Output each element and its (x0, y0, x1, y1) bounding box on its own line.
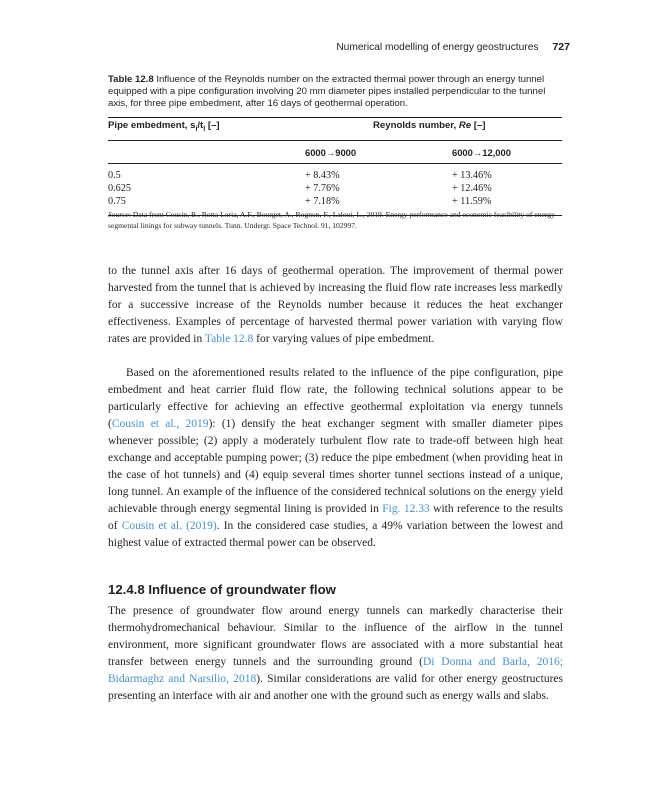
table-header-row (108, 118, 562, 141)
running-head-title: Numerical modelling of energy geostructures (336, 42, 539, 53)
paragraph-3: The presence of groundwater flow around energy tunnels can markedly characterise their thermohydromechanical behaviour. Similar to the influence of the airflow in the tunnel environment, more significant groundwater flows are associated with a more substantial heat transfer between energy tunnels and the surrounding ground (Di Donna and Barla, 2016; Bidarmaghz and Narsilio, 2018). Similar considerations are valid for other energy geostructures presenting an interface with air and another one with the ground such as energy walls and slabs. (108, 605, 563, 702)
table-subheader-row (108, 141, 562, 164)
cell-value: + 7.76% (305, 183, 340, 194)
cell-embedment: 0.75 (108, 196, 126, 207)
table-label: Table 12.8 (108, 74, 154, 85)
paragraph-2: Based on the aforementioned results related to the influence of the pipe configuration, pipe embedment and heat carrier fluid flow rate, the following technical solutions appear to be particularly effective for achieving an effective geothermal exploitation via energy tunnels (Cousin et al., 2019): (1) densify the heat exchanger segment with smaller diameter pipes whenever possible; (2) apply a moderately turbulent flow rate to trade-off between high heat exchange and acceptable pumping power; (3) reduce the pipe embedment (when providing heat in the case of hot tunnels) and (4) equip several times shorter tunnel sections instead of a unique, long tunnel. An example of the influence of the considered technical solutions on the energy yield achievable through energy segmental lining is provided in Fig. 12.33 with reference to the results of Cousin et al. (2019). In the considered case studies, a 49% variation between the lowest and highest value of extracted thermal power can be observed. (108, 367, 563, 549)
citation-link[interactable]: Di Donna and Barla, 2016; Bidarmaghz and Narsilio, 2018 (108, 656, 563, 685)
table-row (108, 183, 562, 196)
subheader-6000-9000: 6000→9000 (293, 141, 441, 164)
table-caption-text: Influence of the Reynolds number on the extracted thermal power through an energy tunnel equipped with a pipe configuration involving 20 mm diameter pipes installed perpendicular to the tunnel axis, for three pipe embedment, after 16 days of geothermal operation. (108, 74, 546, 110)
data-table (108, 117, 562, 216)
figure-reference-link[interactable]: Fig. 12.33 (382, 503, 430, 515)
cell-embedment: 0.625 (108, 183, 131, 194)
source-text: : Data from Cousin, B., Rotta Loria, A.F., Bourget, A., Rognon, F., Laloui, L., 2019. Energy performance and economic feasibility of energy segmental linings for subway tunnels. Tunn. Undergr. Space Technol. 91, 102997. (108, 210, 555, 230)
citation-link[interactable]: Cousin et al., 2019 (111, 418, 209, 430)
cell-value: + 12.46% (452, 183, 492, 194)
page-number: 727 (552, 41, 570, 53)
table-reference-link[interactable]: Table 12.8 (204, 333, 254, 345)
citation-link[interactable]: Cousin et al. (2019) (121, 520, 217, 532)
subheader-6000-12000: 6000→12,000 (441, 141, 562, 164)
column-header-pipe-embedment: Pipe embedment, $s_i/t_l$ [–] (108, 120, 220, 133)
source-label: Source (108, 210, 129, 219)
table-row (108, 164, 562, 184)
section-heading: 12.4.8 Influence of groundwater flow (108, 582, 336, 597)
cell-value: + 7.18% (305, 196, 340, 207)
table-source-note (108, 210, 563, 231)
cell-embedment: 0.5 (108, 170, 121, 181)
cell-value: + 13.46% (452, 170, 492, 181)
column-header-reynolds: Reynolds number, Re [–] (373, 120, 486, 131)
cell-value: + 11.59% (452, 196, 492, 207)
cell-value: + 8.43% (305, 170, 340, 181)
table-caption (108, 74, 563, 111)
running-head (336, 41, 570, 53)
paragraph-1: to the tunnel axis after 16 days of geothermal operation. The improvement of thermal power harvested from the tunnel that is achieved by increasing the fluid flow rate increases less markedly for a successive increase of the Reynolds number because it reduces the heat exchanger effectiveness. Examples of percentage of harvested thermal power variation with varying flow rates are provided in Table 12.8 for varying values of pipe embedment. (108, 265, 563, 345)
